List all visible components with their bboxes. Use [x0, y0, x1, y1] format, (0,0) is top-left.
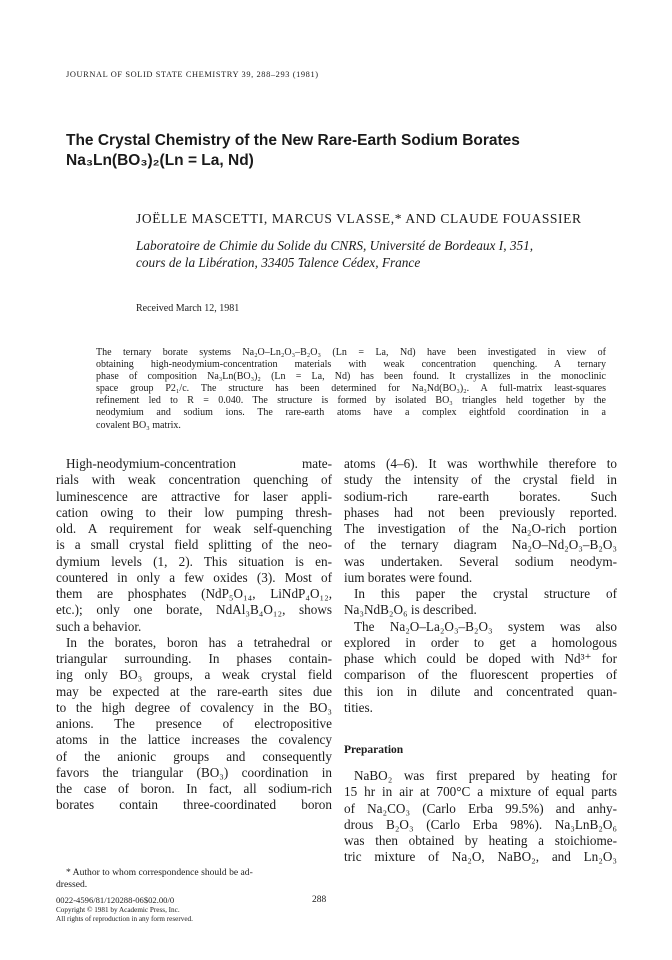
- section-heading: Preparation: [344, 744, 404, 756]
- body-line: In the borates, boron has a tetrahedral or: [66, 634, 332, 650]
- body-line: triangular surrounding. In phases contain-: [56, 651, 332, 666]
- affiliation: [136, 237, 636, 271]
- body-line: drous B₂O₃ (Carlo Erba 98%). Na₃LnB₂O₆: [344, 816, 617, 832]
- journal-header: JOURNAL OF SOLID STATE CHEMISTRY 39, 288–293 (1981): [66, 70, 319, 79]
- affiliation-line: Laboratoire de Chimie du Solide du CNRS, Université de Bordeaux I, 351,: [136, 238, 534, 253]
- body-line: rials with weak concentration quenching of: [56, 472, 332, 488]
- body-line: etc.); only one borate, NdAl₃B₄O₁₂, shows: [56, 602, 332, 618]
- body-line: was undertaken. Several sodium neodym-: [344, 553, 617, 569]
- body-line: cation owing to their low pumping thresh-: [56, 504, 332, 520]
- body-line: tities.: [344, 699, 373, 715]
- body-line: High-neodymium-concentration mate-: [66, 456, 332, 471]
- body-line: 15 hr in air at 700°C a mixture of equal parts: [344, 784, 617, 800]
- affiliation-line: cours de la Libération, 33405 Talence Cédex, France: [136, 255, 421, 270]
- body-line: this ion in dilute and concentrated quan-: [344, 683, 617, 699]
- body-line: atoms in the lattice increases the covalency: [56, 732, 332, 748]
- body-line: NaBO₂ was first prepared by heating for: [354, 768, 617, 783]
- body-line: tric mixture of Na₂O, NaBO₂, and Ln₂O₃: [344, 849, 617, 865]
- body-line: may be expected at the rare-earth sites due: [56, 683, 332, 699]
- body-line: them are phosphates (NdP₅O₁₄, LiNdP₄O₁₂,: [56, 586, 332, 601]
- preparation-section: [344, 768, 617, 866]
- body-line: In this paper the crystal structure of: [354, 586, 617, 601]
- abstract-line: space group P2₁/c. The structure has been determined for Na₃Nd(BO₃)₂. A full-matrix least-squares: [96, 383, 606, 395]
- abstract-line: obtaining high-neodymium-concentration materials with weak concentration quenching. A ternary: [96, 359, 606, 371]
- article-title: [66, 131, 626, 171]
- received-date: Received March 12, 1981: [136, 303, 240, 314]
- body-line: countered in only a few oxides (3). Most of: [56, 569, 332, 585]
- body-line: comparison of the fluorescent properties of: [344, 667, 617, 683]
- body-line: of the ternary diagram Na₂O–Nd₂O₃–B₂O₃: [344, 537, 617, 553]
- body-line: to the high degree of covalency in the BO₃: [56, 699, 332, 715]
- body-line: anions. The presence of electropositive: [56, 716, 332, 731]
- body-line: dymium levels (1, 2). This situation is en-: [56, 553, 332, 569]
- author-footnote: [56, 867, 332, 891]
- abstract-line: neodymium and sodium ions. The rare-earth atoms have a complex eightfold coordination in a: [96, 407, 606, 419]
- body-line: was then obtained by heating a stoichiome-: [344, 833, 617, 848]
- body-right-column: [344, 456, 617, 716]
- copyright-line: Copyright © 1981 by Academic Press, Inc.: [56, 906, 180, 914]
- body-line: sodium-rich rare-earth borates. Such: [344, 488, 617, 504]
- body-line: borates contain three-coordinated boron: [56, 797, 332, 813]
- body-line: study the intensity of the crystal field in: [344, 472, 617, 488]
- abstract: [96, 347, 606, 432]
- abstract-line: phase of composition Na₃Ln(BO₃)₂ (Ln = La, Nd) has been found. It crystallizes in the monoclinic: [96, 371, 606, 383]
- publication-codes: [56, 895, 193, 925]
- body-line: ium borates were found.: [344, 569, 473, 585]
- copyright-line: All rights of reproduction in any form reserved.: [56, 915, 193, 924]
- abstract-line: refinement led to R = 0.040. The structure is formed by isolated BO₃ triangles held together by the: [96, 395, 606, 407]
- abstract-line: The ternary borate systems Na₂O–Ln₂O₃–B₂O₃ (Ln = La, Nd) have been investigated in view of: [96, 347, 606, 358]
- title-line-1: The Crystal Chemistry of the New Rare-Earth Sodium Borates: [66, 132, 520, 149]
- body-line: old. A requirement for weak self-quenching: [56, 521, 332, 536]
- body-left-column: [56, 456, 332, 814]
- footnote-line: dressed.: [56, 879, 88, 890]
- body-line: the case of boron. In fact, all sodium-rich: [56, 781, 332, 796]
- body-line: The Na₂O–La₂O₃–B₂O₃ system was also: [354, 618, 617, 634]
- body-line: Na₃NdB₂O₆ is described.: [344, 602, 477, 618]
- page-number: 288: [312, 895, 327, 905]
- body-line: phase which could be doped with Nd³⁺ for: [344, 651, 617, 666]
- body-line: of the anionic groups and consequently: [56, 748, 332, 764]
- body-line: such a behavior.: [56, 618, 142, 634]
- body-line: The investigation of the Na₂O-rich portion: [344, 521, 617, 536]
- body-line: atoms (4–6). It was worthwhile therefore to: [344, 456, 617, 471]
- body-line: is a small crystal field splitting of the neo-: [56, 537, 332, 553]
- body-line: ing only BO₃ groups, a weak crystal field: [56, 667, 332, 683]
- title-line-2: Na₃Ln(BO₃)₂(Ln = La, Nd): [66, 152, 254, 169]
- body-line: luminescence are attractive for laser appli-: [56, 488, 332, 504]
- body-line: phases had not been previously reported.: [344, 504, 617, 520]
- footnote-line: * Author to whom correspondence should be ad-: [66, 867, 253, 878]
- body-line: of Na₂CO₃ (Carlo Erba 99.5%) and anhy-: [344, 800, 617, 816]
- author-list: JOËLLE MASCETTI, MARCUS VLASSE,* AND CLAUDE FOUASSIER: [136, 211, 582, 226]
- abstract-line: covalent BO₃ matrix.: [96, 419, 181, 431]
- body-line: favors the triangular (BO₃) coordination in: [56, 764, 332, 780]
- body-line: explored in order to get a homologous: [344, 634, 617, 650]
- issn-line: 0022-4596/81/120288-06$02.00/0: [56, 895, 175, 905]
